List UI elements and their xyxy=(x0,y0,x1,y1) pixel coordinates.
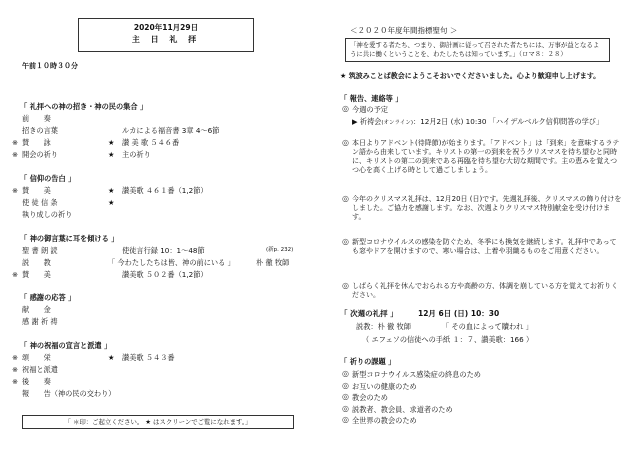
footer-note: 「 ＊印：ご起立ください。 ★ はスクリーンでご覧になれます。」 xyxy=(22,415,294,429)
prayer-item: 説教者、教会員、求道者のため xyxy=(352,404,453,414)
circle-bullet-icon: ◎ xyxy=(342,138,349,147)
circle-bullet-icon: ◎ xyxy=(342,403,349,413)
motto-text: 「神を愛する者たち、つまり、御計画に従って召された者たちには、万事が益となるように共に働くということを、わたしたちは知っています。」（ロマ８：２８） xyxy=(345,38,610,62)
prayer-item: お互いの健康のため xyxy=(352,381,417,391)
section-header-response: 「 感謝の応答 」 xyxy=(20,293,76,302)
prayer-item: 全世界の教会のため xyxy=(352,416,417,425)
note-christmas: 今年のクリスマス礼拝は、12月20日 (日)です。先週礼拝後、クリスマスの飾り付けをしました。ご協力を感謝します。なお、次週よりクリスマス特別献金を受け付けます。 xyxy=(352,195,622,222)
order-text: 讃美歌 ５０２番（1,2節） xyxy=(122,270,208,279)
stand-mark: ※ xyxy=(12,138,19,147)
circle-bullet-icon: ◎ xyxy=(342,415,349,424)
order-label: 祝福と派遣 xyxy=(22,365,58,374)
screen-star-icon: ★ xyxy=(108,150,115,159)
note-ventilation: 新型コロナウイルスの感染を防ぐため、冬季にも換気を継続します。礼拝中であっても窓やドアを開けますので、寒い場合は、上着や羽織るものをご用意ください。 xyxy=(352,238,617,256)
service-title: 主 日 礼 拝 xyxy=(131,35,201,45)
circle-bullet-icon: ◎ xyxy=(342,104,349,113)
order-label: 感 謝 祈 祷 xyxy=(22,317,58,326)
next-sermon-preacher: 説教：朴 徹 牧師 xyxy=(356,322,411,331)
order-text: ルカによる福音書 3章 4〜6節 xyxy=(122,126,220,135)
circle-bullet-icon: ◎ xyxy=(342,194,349,203)
next-service-label: 「 次週の礼拝 」 xyxy=(340,309,398,318)
order-label: 使 徒 信 条 xyxy=(22,198,58,207)
circle-bullet-icon: ◎ xyxy=(342,380,349,390)
screen-star-icon: ★ xyxy=(108,198,115,207)
section-header-prayer: 「 祈りの課題 」 xyxy=(340,357,396,366)
circle-bullet-icon: ◎ xyxy=(342,281,349,290)
welcome-message: ★ 筑波みことば教会にようこそおいでくださいました。心より歓迎申し上げます。 xyxy=(340,72,601,80)
order-label: 開会の祈り xyxy=(22,150,58,159)
next-service-date: 12月 6日 (日) 10：30 xyxy=(418,309,500,318)
order-label: 報 告（神の民の交わり） xyxy=(22,389,116,398)
section-header-word: 「 神の御言葉に耳を傾ける 」 xyxy=(20,234,119,243)
stand-mark: ※ xyxy=(12,270,19,279)
order-text: 使徒言行録 10：1〜48節 xyxy=(122,246,205,255)
order-text: 主の祈り xyxy=(122,150,151,159)
stand-mark: ※ xyxy=(12,186,19,195)
note-advent: 本日よりアドベント(待降節)が始まります。「アドベント」は「到来」を意味するラテン語から由来しています。キリストの第一の到来を祝うクリスマスを待ち望むと同時に、キリストの第二の到来である再臨を待ち望む大切な期間です。主の恵みを覚えつつ心を高く上げる時として過ごしましょう。 xyxy=(352,139,620,175)
stand-mark: ※ xyxy=(12,150,19,159)
section-header-reports: 「 報告、連絡等 」 xyxy=(340,94,403,103)
order-label: 賛 美 xyxy=(22,270,51,279)
plan-item-online: (オンライン) xyxy=(381,120,414,126)
order-label: 賛 美 xyxy=(22,186,51,195)
next-sermon-title: 「 その血によって贖われ 」 xyxy=(442,322,533,331)
circle-bullet-icon: ◎ xyxy=(342,369,349,378)
service-date: 2020年11月29日 xyxy=(133,23,199,32)
circle-bullet-icon: ◎ xyxy=(342,237,349,246)
section-header-gathering: 「 礼拝への神の招き・神の民の集合 」 xyxy=(20,102,148,111)
order-label: 献 金 xyxy=(22,305,51,314)
section-header-blessing: 「 神の祝福の宣言と派遣 」 xyxy=(20,341,112,350)
order-label: 頌 栄 xyxy=(22,353,51,362)
order-label: 執り成しの祈り xyxy=(22,210,73,219)
plan-item xyxy=(352,117,603,127)
date-title-box xyxy=(78,18,254,52)
screen-star-icon: ★ xyxy=(108,138,115,147)
section-header-confession: 「 信仰の告白 」 xyxy=(20,174,76,183)
stand-mark: ※ xyxy=(12,365,19,374)
screen-star-icon: ★ xyxy=(108,353,115,362)
stand-mark: ※ xyxy=(12,377,19,386)
note-prayer: しばらく礼拝を休んでおられる方や高齢の方、体調を崩している方を覚えてお祈りください。 xyxy=(352,282,618,300)
order-label: 賛 詠 xyxy=(22,138,51,147)
service-time: 午前１０時３０分 xyxy=(22,62,78,70)
motto-title: ＜２０２０年度年間指標聖句 ＞ xyxy=(350,26,458,35)
stand-mark: ※ xyxy=(12,353,19,362)
page-reference: (新p. 232) xyxy=(266,247,294,253)
order-text: 讃 美 歌 ５４６番 xyxy=(122,138,180,147)
order-text: 讃美歌 ４６１番（1,2節） xyxy=(122,186,208,195)
order-label: 前 奏 xyxy=(22,114,51,123)
order-label: 後 奏 xyxy=(22,377,51,386)
preacher-name: 朴 徹 牧師 xyxy=(256,258,290,267)
prayer-item: 教会のため xyxy=(352,393,388,402)
plan-item-detail: ：12月2日 (水) 10:30 「ハイデルベルク信仰問答の学び」 xyxy=(413,117,604,126)
plan-label: 今週の予定 xyxy=(352,105,388,114)
circle-bullet-icon: ◎ xyxy=(342,392,349,401)
screen-star-icon: ★ xyxy=(108,186,115,195)
sermon-title: 「 今わたしたちは皆、神の前にいる 」 xyxy=(108,258,235,267)
order-text: 讃美歌 ５４３番 xyxy=(122,353,175,362)
prayer-item: 新型コロナウイルス感染症の終息のため xyxy=(352,370,481,379)
next-scripture: （ エフェソの信徒への手紙 １：７、讃美歌：166 ） xyxy=(362,335,534,344)
order-label: 説 教 xyxy=(22,258,51,267)
order-label: 招きの言葉 xyxy=(22,126,58,135)
plan-item-prefix: ▶ 祈祷会 xyxy=(352,117,382,126)
order-label: 聖 書 朗 読 xyxy=(22,246,58,255)
